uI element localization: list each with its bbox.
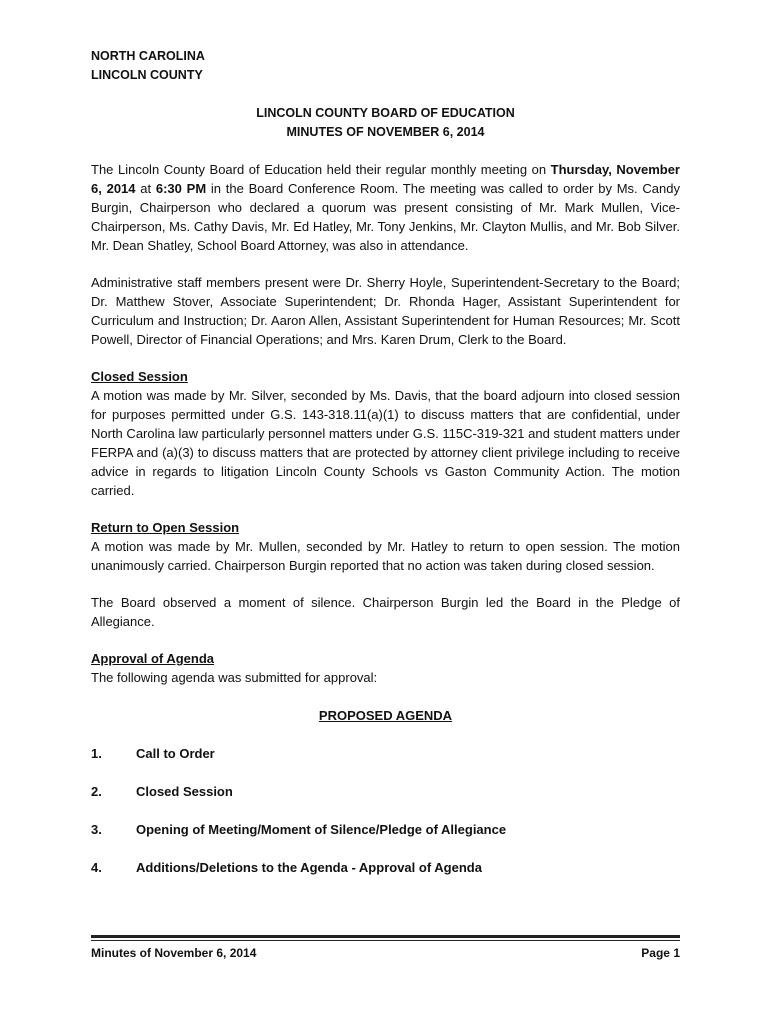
silence-paragraph: The Board observed a moment of silence. Chairperson Burgin led the Board in the Pledge of Allegiance. — [91, 595, 680, 629]
intro-paragraph — [91, 160, 680, 255]
agenda-item — [91, 782, 680, 801]
page-footer — [91, 946, 680, 960]
agenda-item — [91, 858, 680, 877]
intro-text-c: at — [135, 181, 156, 196]
header-state: NORTH CAROLINA — [91, 49, 205, 63]
footer-page-number: Page 1 — [641, 946, 680, 960]
footer-rule-thick — [91, 935, 680, 938]
title-line-1: LINCOLN COUNTY BOARD OF EDUCATION — [256, 106, 515, 120]
staff-paragraph: Administrative staff members present were Dr. Sherry Hoyle, Superintendent-Secretary to the Board; Dr. Matthew Stover, Associate Superintendent; Dr. Rhonda Hager, Assistant Superintendent for Curriculum and Instruction; Dr. Aaron Allen, Assistant Superintendent for Human Resources; Mr. Scott Powell, Director of Financial Operations; and Mrs. Karen Drum, Clerk to the Board. — [91, 275, 680, 347]
approval-heading: Approval of Agenda — [91, 651, 215, 666]
agenda-item-label: Call to Order — [136, 746, 215, 761]
agenda-list — [91, 744, 680, 877]
approval-text: The following agenda was submitted for approval: — [91, 670, 378, 685]
agenda-item — [91, 820, 680, 839]
closed-session-heading: Closed Session — [91, 369, 188, 384]
agenda-title: PROPOSED AGENDA — [318, 708, 453, 723]
agenda-item — [91, 744, 680, 763]
document-title — [91, 104, 680, 142]
intro-text-a: The Lincoln County Board of Education held their regular monthly meeting on — [91, 162, 551, 177]
closed-session-text: A motion was made by Mr. Silver, seconded by Ms. Davis, that the board adjourn into closed session for purposes permitted under G.S. 143-318.11(a)(1) to discuss matters that are confidential, under North Carolina law particularly personnel matters under G.S. 115C-319-321 and student matters under FERPA and (a)(3) to discuss matters that are protected by attorney client privilege including to receive advice in regards to litigation Lincoln County Schools vs Gaston Community Action. The motion carried. — [91, 388, 680, 498]
meeting-date: Thursday, November 6, 2014 — [91, 162, 680, 196]
footer-document-title: Minutes of November 6, 2014 — [91, 946, 257, 960]
title-line-2: MINUTES OF NOVEMBER 6, 2014 — [286, 125, 485, 139]
header-county: LINCOLN COUNTY — [91, 68, 203, 82]
agenda-item-label: Opening of Meeting/Moment of Silence/Pledge of Allegiance — [136, 822, 507, 837]
meeting-time: 6:30 PM — [155, 181, 207, 196]
open-session-text: A motion was made by Mr. Mullen, seconded by Mr. Hatley to return to open session. The motion unanimously carried. Chairperson Burgin reported that no action was taken during closed session. — [91, 539, 680, 573]
agenda-item-number: 1. — [91, 746, 102, 761]
agenda-item-number: 2. — [91, 784, 102, 799]
open-session-heading: Return to Open Session — [91, 520, 240, 535]
intro-text-e: in the Board Conference Room. The meeting was called to order by Ms. Candy Burgin, Chairperson who declared a quorum was present consisting of Mr. Mark Mullen, Vice-Chairperson, Ms. Cathy Davis, Mr. Ed Hatley, Mr. Tony Jenkins, Mr. Clayton Mullis, and Mr. Bob Silver. Mr. Dean Shatley, School Board Attorney, was also in attendance. — [91, 181, 680, 253]
agenda-item-number: 3. — [91, 822, 102, 837]
document-body — [91, 47, 680, 896]
agenda-item-label: Closed Session — [136, 784, 233, 799]
footer-rule-thin — [91, 940, 680, 941]
agenda-item-label: Additions/Deletions to the Agenda - Approval of Agenda — [136, 860, 482, 875]
agenda-item-number: 4. — [91, 860, 102, 875]
